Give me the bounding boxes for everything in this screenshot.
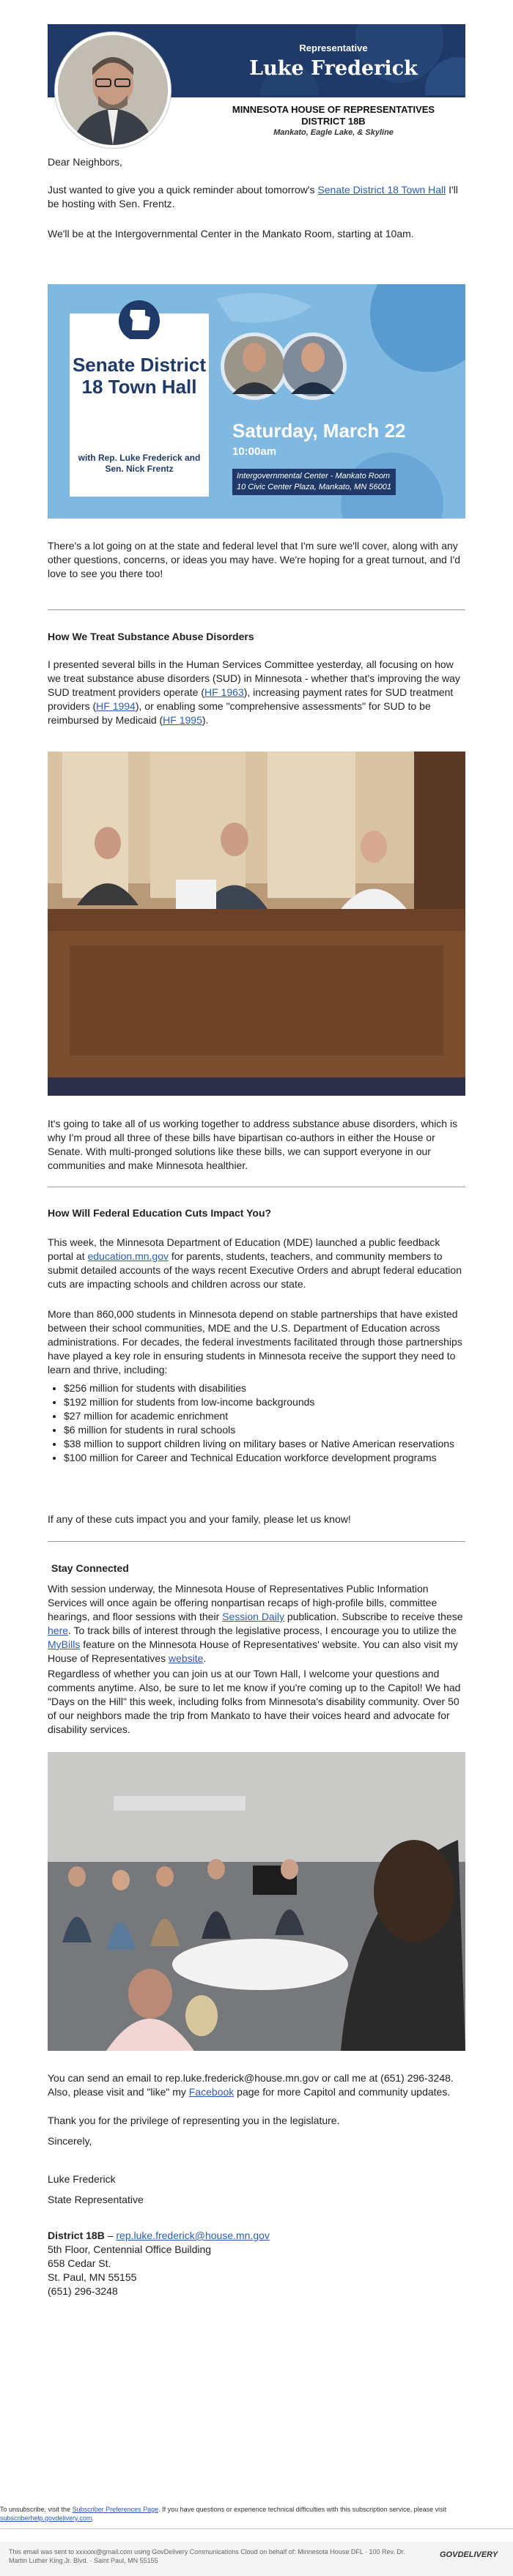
subscriber-preferences-link[interactable]: Subscriber Preferences Page bbox=[72, 2506, 159, 2513]
flyer-venue: Intergovernmental Center - Mankato Room bbox=[237, 472, 391, 480]
unsubscribe-footer bbox=[0, 2505, 513, 2523]
divider bbox=[48, 609, 465, 610]
flyer-time: 10:00am bbox=[232, 445, 277, 458]
education-paragraph-1 bbox=[48, 1236, 465, 1291]
education-text: for parents, students, teachers, and community members to submit detailed accounts of the ways recent Executive Orders and abrupt federal education cuts are impacting schools and children across our state. bbox=[48, 1250, 462, 1290]
header-district: DISTRICT 18B bbox=[301, 116, 366, 127]
town-hall-link[interactable]: Senate District 18 Town Hall bbox=[317, 184, 446, 196]
divider bbox=[48, 1541, 465, 1542]
substance-abuse-paragraph bbox=[48, 658, 465, 727]
list-item: • $27 million for academic enrichment bbox=[64, 1409, 465, 1423]
section-education-cuts bbox=[48, 1206, 465, 1220]
header-title: Luke Frederick bbox=[249, 57, 418, 80]
intro-text-end: I'll be hosting with Sen. Frentz. bbox=[48, 184, 458, 209]
session-daily-link[interactable]: Session Daily bbox=[222, 1611, 284, 1622]
bill-text: I presented several bills in the Human Services Committee yesterday, all focusing on how we treat substance abuse disorders (SUD) in Minnesota - whether that's improving the way SUD treatment providers operate ( bbox=[48, 658, 460, 698]
committee-photo-image bbox=[48, 751, 465, 1096]
flyer-date: Saturday, March 22 bbox=[232, 420, 406, 442]
flyer-card bbox=[70, 313, 209, 497]
hf1995-link[interactable]: HF 1995 bbox=[163, 714, 202, 726]
minnesota-map-icon bbox=[70, 295, 209, 339]
address-line: 5th Floor, Centennial Office Building bbox=[48, 2243, 212, 2255]
greeting: Dear Neighbors, bbox=[48, 156, 122, 168]
education-paragraph-3 bbox=[48, 1512, 465, 1526]
stay-text: With session underway, the Minnesota House of Representatives Public Information Services will once again be offering nonpartisan recaps of high-profile bills, committee hearings, and floor sessions with their bbox=[48, 1583, 438, 1622]
greeting-block bbox=[48, 155, 465, 169]
govdelivery-logo: GOVDELIVERY bbox=[440, 2550, 498, 2559]
address-line: 658 Cedar St. bbox=[48, 2257, 111, 2269]
thanks-text: Thank you for the privilege of representing you in the legislature. bbox=[48, 2115, 340, 2126]
stay-text: publication. Subscribe to receive these bbox=[284, 1611, 463, 1622]
education-text-2: More than 860,000 students in Minnesota depend on stable partnerships that have existed between their school communities, MDE and the U.S. Department of Education across administrations. For decades, the federal investments facilitated through those partnerships have played a key role in ensuring students in Minnesota receive the support they need to learn and thrive, including: bbox=[48, 1308, 462, 1376]
header-towns: Mankato, Eagle Lake, & Skyline bbox=[273, 128, 394, 137]
address-line: St. Paul, MN 55155 bbox=[48, 2271, 137, 2283]
facebook-link[interactable]: Facebook bbox=[188, 2086, 235, 2098]
section-heading: How We Treat Substance Abuse Disorders bbox=[48, 631, 254, 642]
stay-connected-paragraph-2 bbox=[48, 1667, 465, 1737]
bill-text: ), or enabling some "comprehensive assessments" for SUD to be reimbursed by Medicaid ( bbox=[48, 700, 431, 726]
stay-text-2: Regardless of whether you can join us at our Town Hall, I welcome your questions and comments anytime. Also, be sure to let me know if you're coming up to the Capitol! We had "Days on the Hill" this week, including folks from Minnesota's disability community. Over 50 of our neighbors made the trip from Mankato to have their voices heard and advocate for disability services. bbox=[48, 1668, 461, 1735]
after-flyer-text: There's a lot going on at the state and federal level that I'm sure we'll cover, along with any other questions, concerns, or ideas you may have. We're hoping for a great turnout, and I'd love to see you there too! bbox=[48, 540, 461, 579]
funding-list bbox=[48, 1381, 465, 1465]
days-on-the-hill-image bbox=[48, 1752, 465, 2051]
subscriber-help-link[interactable]: subscriberhelp.govdelivery.com bbox=[0, 2514, 92, 2522]
stay-text: feature on the Minnesota House of Representatives' website. You can also visit my House of Representatives bbox=[48, 1638, 458, 1664]
flyer-title: Senate District 18 Town Hall bbox=[72, 354, 207, 398]
office-address bbox=[48, 2229, 465, 2298]
location-text: We'll be at the Intergovernmental Center in the Mankato Room, starting at 10am. bbox=[48, 228, 414, 240]
stay-text: . To track bills of interest through the legislative process, I encourage you to utilize the bbox=[68, 1625, 457, 1636]
footer-text: To unsubscribe, visit the bbox=[0, 2506, 73, 2513]
footer-text: . bbox=[92, 2514, 94, 2522]
education-text: This week, the Minnesota Department of Education (MDE) launched a public feedback portal at bbox=[48, 1236, 440, 1262]
flyer-address bbox=[232, 469, 396, 495]
committee-photo bbox=[48, 751, 465, 1096]
signature-block bbox=[48, 2172, 465, 2186]
list-item: • $100 million for Career and Technical Education workforce development programs bbox=[64, 1451, 465, 1465]
substance-abuse-closing bbox=[48, 1117, 465, 1173]
stay-text: . bbox=[203, 1652, 207, 1664]
signature-name: Luke Frederick bbox=[48, 2173, 116, 2185]
closing-text: Sincerely, bbox=[48, 2135, 92, 2147]
list-item: • $6 million for students in rural schools bbox=[64, 1423, 465, 1437]
substance-abuse-closing-text: It's going to take all of us working together to address substance abuse disorders, which is why I'm proud all three of these bills have bipartisan co-authors in either the House or Senate. With multi-pronged solutions like these bills, we can support everyone in our communities and make Minnesota healthier. bbox=[48, 1118, 458, 1171]
contact-text: You can send an email to rep.luke.frederick@house.mn.gov or call me at (651) 296-3248. Also, please visit and "like" my bbox=[48, 2072, 454, 2098]
email-link[interactable]: rep.luke.frederick@house.mn.gov bbox=[116, 2230, 270, 2241]
address-line: (651) 296-3248 bbox=[48, 2285, 118, 2297]
flyer-street: 10 Civic Center Plaza, Mankato, MN 56001 bbox=[237, 483, 391, 491]
subscribe-here-link[interactable]: here bbox=[48, 1625, 69, 1636]
footer-text: . If you have questions or experience technical difficulties with this subscription service, please visit bbox=[158, 2506, 447, 2513]
thanks-paragraph bbox=[48, 2114, 465, 2128]
bill-text: ). bbox=[202, 714, 209, 726]
after-flyer-paragraph bbox=[48, 539, 465, 581]
section-heading: How Will Federal Education Cuts Impact You? bbox=[48, 1207, 272, 1219]
education-paragraph-2 bbox=[48, 1307, 465, 1465]
flyer-hosts: with Rep. Luke Frederick and Sen. Nick Frentz bbox=[78, 453, 201, 474]
district-label: District 18B bbox=[48, 2230, 105, 2241]
header-title-small: Representative bbox=[299, 42, 368, 53]
contact-paragraph bbox=[48, 2071, 465, 2099]
days-on-the-hill-photo bbox=[48, 1752, 465, 2051]
section-substance-abuse bbox=[48, 630, 465, 644]
stay-connected-paragraph-1 bbox=[48, 1582, 465, 1666]
footer-divider bbox=[0, 2528, 513, 2529]
signature-title-block bbox=[48, 2193, 465, 2207]
hf1994-link[interactable]: HF 1994 bbox=[96, 700, 136, 712]
town-hall-flyer bbox=[48, 284, 465, 519]
education-mn-gov-link[interactable]: education.mn.gov bbox=[87, 1250, 169, 1262]
mybills-link[interactable]: MyBills bbox=[48, 1638, 81, 1650]
address-dash: – bbox=[104, 2230, 117, 2241]
sender-line: This email was sent to xxxxxx@gmail.com using GovDelivery Communications Cloud on behalf of: Minnesota House DFL · 100 Rev. Dr. Martin Luther King Jr. Blvd. · Saint Paul, MN 55155 bbox=[9, 2548, 405, 2564]
contact-text: page for more Capitol and community updates. bbox=[234, 2086, 451, 2098]
portrait-photo bbox=[55, 32, 171, 148]
closing-paragraph bbox=[48, 2134, 465, 2148]
location-paragraph bbox=[48, 227, 465, 241]
list-item: • $192 million for students from low-income backgrounds bbox=[64, 1395, 465, 1409]
header-subtitle bbox=[205, 104, 462, 127]
section-heading: Stay Connected bbox=[51, 1562, 129, 1574]
education-text-3: If any of these cuts impact you and your family, please let us know! bbox=[48, 1513, 351, 1525]
header-chamber: MINNESOTA HOUSE OF REPRESENTATIVES bbox=[232, 104, 435, 115]
intro-text: Just wanted to give you a quick reminder about tomorrow's bbox=[48, 184, 318, 196]
signature-title: State Representative bbox=[48, 2194, 144, 2205]
house-website-link[interactable]: website bbox=[168, 1652, 204, 1664]
bill-text: ), increasing payment rates for SUD treatment providers ( bbox=[48, 686, 454, 712]
intro-paragraph bbox=[48, 183, 465, 211]
hf1963-link[interactable]: HF 1963 bbox=[204, 686, 244, 698]
list-item: • $256 million for students with disabilities bbox=[64, 1381, 465, 1395]
portrait-figure bbox=[58, 35, 168, 145]
section-stay-connected bbox=[51, 1562, 469, 1575]
sender-footer bbox=[0, 2542, 513, 2576]
list-item: • $38 million to support children living on military bases or Native American reservations bbox=[64, 1437, 465, 1451]
